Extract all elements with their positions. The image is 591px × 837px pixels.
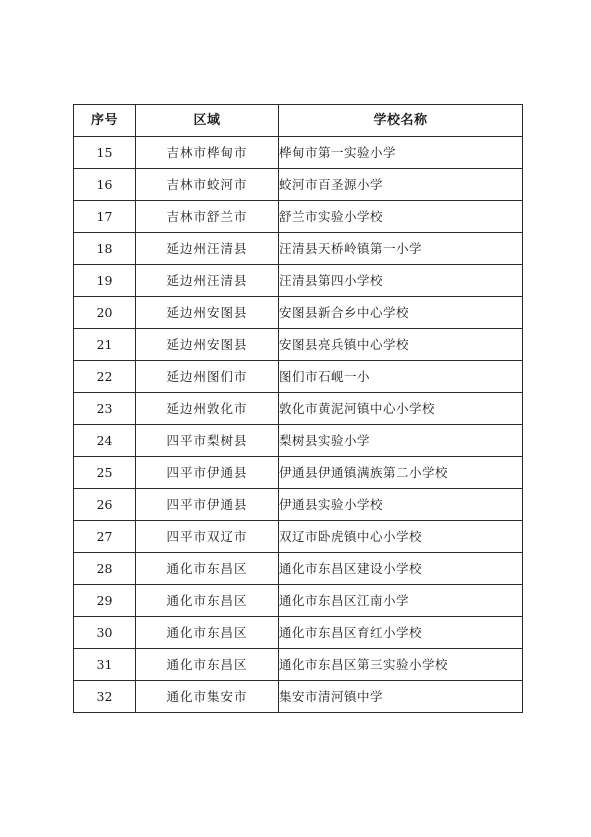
row-school-cell: 安图县亮兵镇中心学校 [279,329,523,361]
row-school-cell: 图们市石岘一小 [279,361,523,393]
row-area-cell: 通化市东昌区 [136,649,279,681]
table-row [74,137,523,169]
table-row [74,521,523,553]
row-school-cell: 双辽市卧虎镇中心小学校 [279,521,523,553]
row-area-cell: 延边州安图县 [136,329,279,361]
row-area-cell: 延边州安图县 [136,297,279,329]
table-row [74,681,523,713]
row-seq-cell: 21 [74,329,136,361]
table-row [74,585,523,617]
row-seq-cell: 18 [74,233,136,265]
table-row [74,233,523,265]
table-row [74,553,523,585]
header-area: 区域 [136,105,279,137]
table-row [74,425,523,457]
table-row [74,361,523,393]
row-school-cell: 汪清县第四小学校 [279,265,523,297]
row-seq-cell: 23 [74,393,136,425]
row-school-cell: 安图县新合乡中心学校 [279,297,523,329]
row-school-cell: 通化市东昌区第三实验小学校 [279,649,523,681]
row-seq-cell: 25 [74,457,136,489]
row-area-cell: 吉林市桦甸市 [136,137,279,169]
row-seq-cell: 31 [74,649,136,681]
row-seq-cell: 16 [74,169,136,201]
header-school-name: 学校名称 [279,105,523,137]
row-school-cell: 通化市东昌区育红小学校 [279,617,523,649]
row-area-cell: 吉林市舒兰市 [136,201,279,233]
table-body [74,137,523,713]
table-row [74,457,523,489]
row-school-cell: 桦甸市第一实验小学 [279,137,523,169]
row-area-cell: 四平市双辽市 [136,521,279,553]
table-row [74,169,523,201]
row-seq-cell: 15 [74,137,136,169]
row-school-cell: 集安市清河镇中学 [279,681,523,713]
row-seq-cell: 26 [74,489,136,521]
table-row [74,649,523,681]
row-area-cell: 延边州汪清县 [136,265,279,297]
table-row [74,489,523,521]
row-school-cell: 通化市东昌区建设小学校 [279,553,523,585]
row-area-cell: 通化市集安市 [136,681,279,713]
row-school-cell: 舒兰市实验小学校 [279,201,523,233]
row-school-cell: 伊通县实验小学校 [279,489,523,521]
table-row [74,297,523,329]
row-school-cell: 伊通县伊通镇满族第二小学校 [279,457,523,489]
row-seq-cell: 29 [74,585,136,617]
row-area-cell: 四平市梨树县 [136,425,279,457]
row-area-cell: 四平市伊通县 [136,457,279,489]
row-area-cell: 四平市伊通县 [136,489,279,521]
table-row [74,201,523,233]
row-school-cell: 敦化市黄泥河镇中心小学校 [279,393,523,425]
row-school-cell: 蛟河市百圣源小学 [279,169,523,201]
table-row [74,393,523,425]
table-header-row [74,105,523,137]
row-area-cell: 通化市东昌区 [136,617,279,649]
row-seq-cell: 20 [74,297,136,329]
row-school-cell: 汪清县天桥岭镇第一小学 [279,233,523,265]
table-row [74,265,523,297]
row-area-cell: 延边州敦化市 [136,393,279,425]
row-seq-cell: 17 [74,201,136,233]
row-seq-cell: 19 [74,265,136,297]
row-area-cell: 延边州汪清县 [136,233,279,265]
row-school-cell: 通化市东昌区江南小学 [279,585,523,617]
row-school-cell: 梨树县实验小学 [279,425,523,457]
row-seq-cell: 22 [74,361,136,393]
row-area-cell: 延边州图们市 [136,361,279,393]
row-seq-cell: 27 [74,521,136,553]
header-seq: 序号 [74,105,136,137]
row-area-cell: 通化市东昌区 [136,553,279,585]
school-list-table [73,104,523,713]
table-row [74,329,523,361]
row-seq-cell: 32 [74,681,136,713]
row-seq-cell: 24 [74,425,136,457]
row-area-cell: 通化市东昌区 [136,585,279,617]
row-area-cell: 吉林市蛟河市 [136,169,279,201]
table-row [74,617,523,649]
row-seq-cell: 28 [74,553,136,585]
row-seq-cell: 30 [74,617,136,649]
